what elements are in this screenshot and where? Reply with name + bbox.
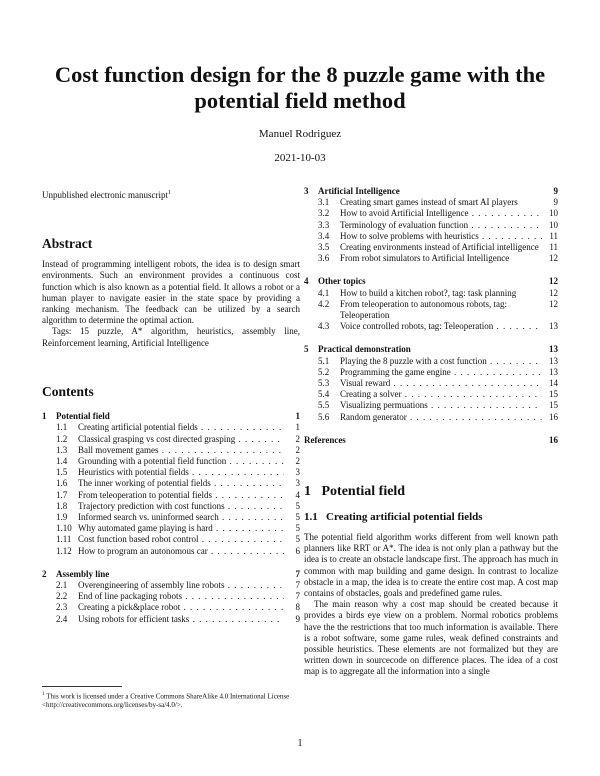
toc-references[interactable]: References 16 bbox=[304, 434, 558, 445]
toc-entry[interactable]: 1.1 Creating artificial potential fields . . . 1 bbox=[42, 422, 300, 433]
toc-entry[interactable]: 4.3 Voice controlled robots, tag: Teleoperation . . . 13 bbox=[304, 321, 558, 332]
toc-entry[interactable]: 1.11 Cost function based robot control . . . 5 bbox=[42, 534, 300, 545]
toc-entry[interactable]: 1.3 Ball movement games . . . 2 bbox=[42, 445, 300, 456]
toc-entry[interactable]: 1.10 Why automated game playing is hard . . . 5 bbox=[42, 523, 300, 534]
section-1-heading: 1 Potential field bbox=[304, 484, 406, 499]
toc-entry[interactable]: 2.3 Creating a pick&place robot . . . 8 bbox=[42, 602, 300, 613]
toc-entry[interactable]: 4.2 From teleoperation to autonomous robots, tag: Teleoperation 12 bbox=[318, 298, 558, 321]
contents-left bbox=[42, 386, 300, 625]
toc-entry[interactable]: 5.6 Random generator . . . 16 bbox=[304, 412, 558, 423]
author-name: Manuel Rodriguez bbox=[258, 128, 342, 140]
toc-section[interactable]: 4 Other topics 12 bbox=[304, 276, 558, 287]
toc-section[interactable]: 5 Practical demonstration 13 bbox=[304, 344, 558, 355]
toc-entry[interactable]: 1.9 Informed search vs. uninformed search . . . 5 bbox=[42, 512, 300, 523]
toc-section[interactable]: 2 Assembly line 7 bbox=[42, 568, 300, 579]
contents-right bbox=[304, 186, 558, 446]
toc-entry[interactable]: 5.1 Playing the 8 puzzle with a cost function . . . 13 bbox=[304, 356, 558, 367]
manuscript-note: Unpublished electronic manuscript$^1$ bbox=[42, 190, 171, 200]
footnote-marker: 1 bbox=[167, 190, 171, 196]
toc-entry[interactable]: 3.5 Creating environments instead of Artificial intelligence 11 bbox=[318, 242, 558, 253]
toc-entry[interactable]: 1.2 Classical grasping vs cost directed grasping . . . 2 bbox=[42, 434, 300, 445]
toc-entry[interactable]: 2.1 Overengineering of assembly line robots . . . 7 bbox=[42, 580, 300, 591]
toc-entry[interactable]: 1.6 The inner working of potential fields . . . 3 bbox=[42, 478, 300, 489]
toc-entry[interactable]: 3.1 Creating smart games instead of smart AI players 9 bbox=[318, 197, 558, 208]
abstract-heading: Abstract bbox=[42, 236, 93, 251]
toc-entry[interactable]: 3.3 Terminology of evaluation function . . . 10 bbox=[304, 220, 558, 231]
footnote-rule bbox=[42, 686, 122, 687]
toc-entry[interactable]: 5.3 Visual reward . . . 14 bbox=[304, 378, 558, 389]
toc-entry[interactable]: 5.5 Visualizing permuations . . . 15 bbox=[304, 400, 558, 411]
abstract-body: Instead of programming intelligent robots, the idea is to design smart environments. Such an environment provides a continuous cost function which is also known as a potential field. It allows a robot or a human player to navigate easier in the state space by providing a ranking mechanism. The feedback can be utilized by a search algorithm to determine the optimal action. bbox=[42, 259, 300, 326]
section-1-paragraph-2: The main reason why a cost map should be created because it provides a birds eye view on a problem. Normal robotics problems have the the restrictions that too much information is available. There is a robot software, some game rules, weak defined constraints and possible heuristics. These elements are not formalized but they are written down in sourcecode on difference places. The idea of a cost map is to aggregate all the information into a single bbox=[304, 599, 558, 677]
publication-date: 2021-10-03 bbox=[274, 152, 326, 164]
abstract-tags: Tags: 15 puzzle, A* algorithm, heuristics, assembly line, Reinforcement learning, Artificial Intelligence bbox=[42, 326, 300, 348]
subsection-1-1-heading: 1.1 Creating artificial potential fields bbox=[304, 511, 483, 523]
toc-entry[interactable]: 3.6 From robot simulators to Artificial Intelligence 12 bbox=[318, 253, 558, 264]
toc-entry[interactable]: 1.5 Heuristics with potential fields . . . 3 bbox=[42, 467, 300, 478]
toc-entry[interactable]: 5.2 Programming the game engine . . . 13 bbox=[304, 367, 558, 378]
paper-title: Cost function design for the 8 puzzle game with the potential field method bbox=[54, 62, 546, 113]
toc-entry[interactable]: 1.4 Grounding with a potential field function . . . 2 bbox=[42, 456, 300, 467]
section-1-body bbox=[304, 532, 558, 678]
toc-entry[interactable]: 1.12 How to program an autonomous car . . . 6 bbox=[42, 546, 300, 557]
page-number: 1 bbox=[297, 738, 303, 749]
contents-heading: Contents bbox=[42, 384, 94, 399]
toc-entry[interactable]: 1.7 From teleoperation to potential fields . . . 4 bbox=[42, 490, 300, 501]
toc-section[interactable]: 1 Potential field 1 bbox=[42, 411, 300, 422]
footnote: $^1$ This work is licensed under a Creative Commons ShareAlike 4.0 International License <http://creativecommons.org/licenses/by-sa/4.0/>. bbox=[42, 692, 290, 710]
section-1-paragraph-1: The potential field algorithm works different from well known path planners like RRT or A*. The idea is not only plan a pathway but the idea is to create an obstacle landscape first. The approach has much in common with map building and game design. In contrast to localize obstacle in a map, the idea is to create the entire cost map. A cost map contains of obstacles, goals and predefined game rules. bbox=[304, 532, 558, 599]
toc-section[interactable]: 3 Artificial Intelligence 9 bbox=[304, 186, 558, 196]
toc-entry[interactable]: 3.4 How to solve problems with heuristics . . . 11 bbox=[304, 231, 558, 242]
abstract-section bbox=[42, 238, 300, 349]
toc-entry[interactable]: 2.4 Using robots for efficient tasks . . . 9 bbox=[42, 614, 300, 625]
toc-entry[interactable]: 3.2 How to avoid Artificial Intelligence . . . 10 bbox=[304, 208, 558, 219]
toc-entry[interactable]: 4.1 How to build a kitchen robot?, tag: task planning 12 bbox=[318, 287, 558, 298]
toc-entry[interactable]: 1.8 Trajectory prediction with cost functions . . . 5 bbox=[42, 501, 300, 512]
toc-entry[interactable]: 2.2 End of line packaging robots . . . 7 bbox=[42, 591, 300, 602]
toc-entry[interactable]: 5.4 Creating a solver . . . 15 bbox=[304, 389, 558, 400]
